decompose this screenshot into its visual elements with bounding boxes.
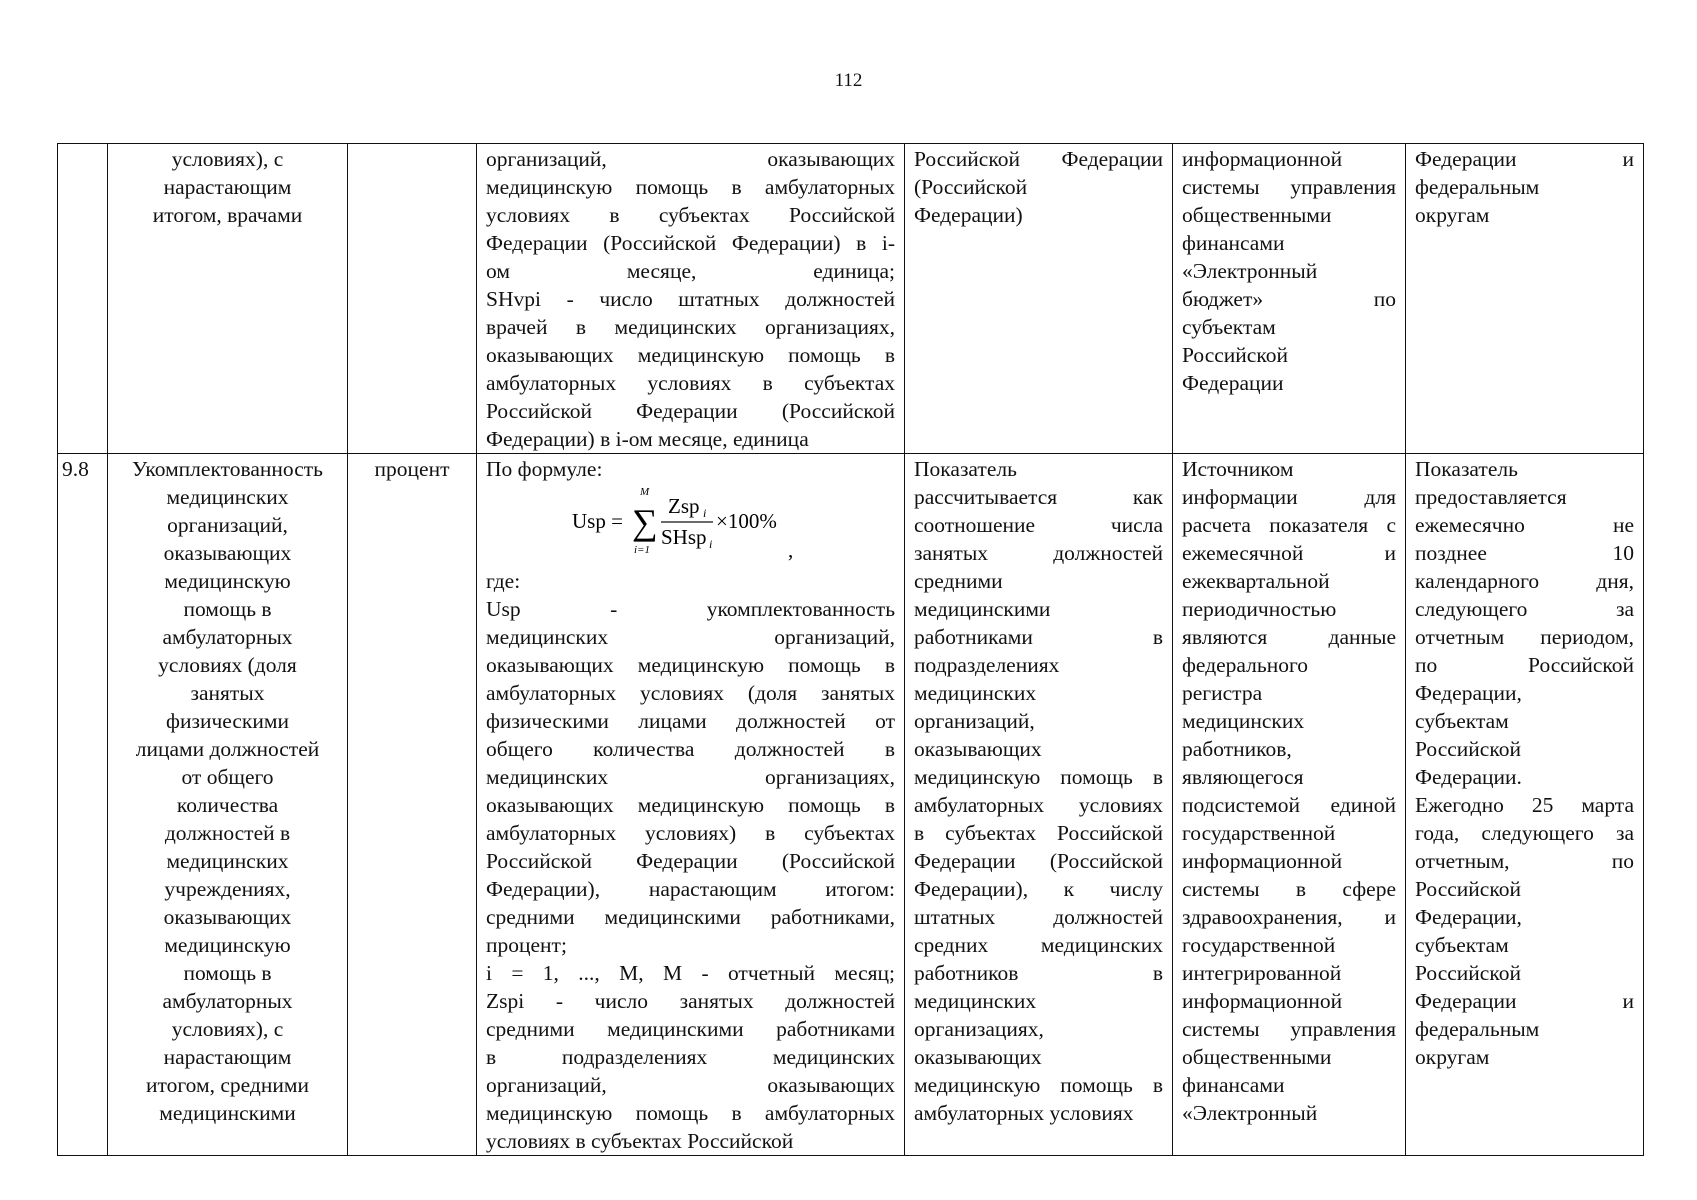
text-line: медицинскую помощь в [914, 1073, 1163, 1097]
text-line: медицинских [914, 681, 1037, 705]
text-line: Российской [1415, 961, 1521, 985]
text-line: работников в [914, 961, 1163, 985]
text-line: медицинскими [159, 1101, 296, 1125]
text-line: SHvpi - число штатных должностей [486, 287, 895, 311]
text-line: штатных должностей [914, 905, 1163, 929]
text-line: условиях в субъектах Российской [486, 1129, 794, 1153]
indicator-table [57, 143, 1644, 1156]
text-line: Федерации и [1415, 147, 1634, 171]
text-line: подсистемой единой [1182, 793, 1396, 817]
text-line: системы управления [1182, 175, 1396, 199]
cell-method [477, 454, 905, 1156]
text-line: в подразделениях медицинских [486, 1045, 895, 1069]
text-line: занятых должностей [914, 541, 1163, 565]
text-line: Федерации (Российской Федерации) в i- [486, 231, 895, 255]
text-line: позднее 10 [1415, 541, 1634, 565]
text-line: условиях), с [171, 147, 284, 171]
text-line: Показатель [914, 457, 1017, 481]
text-line: ежемесячной и [1182, 541, 1396, 565]
formula-sigma-icon: ∑ [632, 502, 658, 542]
text-line: врачей в медицинских организациях, [486, 315, 895, 339]
text-line: количества [176, 793, 279, 817]
cell-source [1173, 454, 1406, 1156]
text-line: здравоохранения, и [1182, 905, 1396, 929]
text-line: медицинскую помощь в амбулаторных [486, 175, 895, 199]
text-line: Ежегодно 25 марта [1415, 793, 1634, 817]
text-line: амбулаторных условиях [914, 793, 1163, 817]
text-line: условиях), с [171, 1017, 284, 1041]
cell-name [108, 454, 348, 1156]
text-line: общественными [1182, 1045, 1332, 1069]
text-line: (Российской [914, 175, 1028, 199]
text-line: медицинских [166, 849, 289, 873]
method-text [486, 567, 895, 1155]
text-line: средними [914, 569, 1003, 593]
cell-number-continued [58, 144, 108, 454]
text-line: медицинскую [164, 569, 291, 593]
text-line: календарного дня, [1415, 569, 1634, 593]
formula-usp [486, 483, 895, 567]
cell-source-continued [1173, 144, 1406, 454]
text-line: рассчитывается как [914, 485, 1163, 509]
text-line: занятых [190, 681, 265, 705]
text-line: организаций, [167, 513, 288, 537]
formula-graphic [572, 483, 832, 567]
text-line: амбулаторных условиях в субъектах [486, 371, 895, 395]
text-line: «Электронный [1182, 259, 1318, 283]
text-line: работников, [1182, 737, 1292, 761]
text-line: Федерации (Российской [914, 849, 1163, 873]
text-line: следующего за [1415, 597, 1634, 621]
text-line: средних медицинских [914, 933, 1163, 957]
text-line: медицинских [1182, 709, 1305, 733]
cell-unit-continued [348, 144, 477, 454]
text-line: «Электронный [1182, 1101, 1318, 1125]
text-line: где: [486, 569, 521, 593]
cell-period [1406, 454, 1644, 1156]
text-line: оказывающих медицинскую помощь в [486, 793, 895, 817]
text-line: информационной [1182, 147, 1343, 171]
text-line: Федерации, [1415, 681, 1522, 705]
text-line: нарастающим [163, 1045, 292, 1069]
text-line: медицинских организациях, [486, 765, 895, 789]
text-line: Показатель [1415, 457, 1518, 481]
text-line: субъектам [1182, 315, 1276, 339]
text-line: отчетным периодом, [1415, 625, 1634, 649]
text-line: федеральным [1415, 1017, 1540, 1041]
text-line: оказывающих [914, 737, 1042, 761]
text-line: Российской Федерации [914, 147, 1163, 171]
text-line: помощь в [183, 961, 272, 985]
text-line: организациях, [914, 1017, 1044, 1041]
text-line: нарастающим [163, 175, 292, 199]
text-line: условиях в субъектах Российской [486, 203, 895, 227]
text-line: средними медицинскими работниками [486, 1017, 895, 1041]
text-line: оказывающих [163, 905, 292, 929]
text-line: медицинскими [914, 597, 1051, 621]
text-line: расчета показателя с [1182, 513, 1396, 537]
cell-basis-continued [905, 144, 1173, 454]
text-line: медицинскую помощь в [914, 765, 1163, 789]
text-line: условиях (доля [158, 653, 297, 677]
text-line: государственной [1182, 933, 1336, 957]
text-line: амбулаторных [162, 989, 293, 1013]
text-line: округам [1415, 1045, 1490, 1069]
text-line: системы управления [1182, 1017, 1396, 1041]
text-line: являются данные [1182, 625, 1396, 649]
text-line: предоставляется [1415, 485, 1567, 509]
text-line: медицинскую [164, 933, 291, 957]
text-line: должностей в [164, 821, 291, 845]
text-line: Источником [1182, 457, 1294, 481]
cell-number: 9.8 [58, 454, 108, 1156]
text-line: федерального [1182, 653, 1308, 677]
text-line: интегрированной [1182, 961, 1342, 985]
text-line: информации для [1182, 485, 1396, 509]
text-line: в субъектах Российской [914, 821, 1163, 845]
text-line: субъектам [1415, 709, 1509, 733]
table-row-9-8 [58, 454, 1644, 1156]
text-line: общего количества должностей в [486, 737, 895, 761]
cell-name-continued [108, 144, 348, 454]
text-line: государственной [1182, 821, 1336, 845]
text-line: Укомплектованность [132, 457, 323, 481]
text-line: амбулаторных условиях (доля занятых [486, 681, 895, 705]
text-line: системы в сфере [1182, 877, 1396, 901]
text-line: информационной [1182, 849, 1343, 873]
text-line: Российской [1182, 343, 1288, 367]
text-line: амбулаторных [162, 625, 293, 649]
text-line: общественными [1182, 203, 1332, 227]
text-line: физическими [166, 709, 289, 733]
text-line: медицинских организаций, [486, 625, 895, 649]
text-line: итогом, врачами [152, 203, 303, 227]
text-line: помощь в [183, 597, 272, 621]
text-line: Российской Федерации (Российской [486, 399, 895, 423]
text-line: средними медицинскими работниками, [486, 905, 895, 929]
text-line: учреждениях, [164, 877, 291, 901]
text-line: Федерации), нарастающим итогом: [486, 877, 895, 901]
text-line: информационной [1182, 989, 1343, 1013]
text-line: являющегося [1182, 765, 1304, 789]
text-line: финансами [1182, 1073, 1285, 1097]
text-line: медицинских [914, 989, 1037, 1013]
text-line: Федерации) [914, 203, 1023, 227]
text-line: соотношение числа [914, 513, 1163, 537]
cell-basis [905, 454, 1173, 1156]
text-line: федеральным [1415, 175, 1540, 199]
formula-num-subscript: i [703, 506, 707, 520]
text-line: регистра [1182, 681, 1263, 705]
text-line: организаций, [914, 709, 1035, 733]
text-line: отчетным, по [1415, 849, 1634, 873]
text-line: Федерации. [1415, 765, 1522, 789]
text-line: ежеквартальной [1182, 569, 1330, 593]
formula-denominator: SHsp [661, 525, 707, 549]
text-line: Федерации), к числу [914, 877, 1163, 901]
formula-lhs: Usp = [572, 509, 623, 533]
text-line: амбулаторных условиях) в субъектах [486, 821, 895, 845]
text-line: Российской [1415, 737, 1521, 761]
text-line: организаций, оказывающих [486, 1073, 895, 1097]
text-line: года, следующего за [1415, 821, 1634, 845]
formula-sum-upper: M [640, 486, 650, 498]
text-line: ежемесячно не [1415, 513, 1634, 537]
text-line: от общего [181, 765, 274, 789]
table-row-continued [58, 144, 1644, 454]
text-line: Usp - укомплектованность [486, 597, 895, 621]
text-line: округам [1415, 203, 1490, 227]
text-line: итогом, средними [146, 1073, 309, 1097]
text-line: физическими лицами должностей от [486, 709, 895, 733]
method-intro: По формуле: [486, 457, 603, 481]
text-line: ом месяце, единица; [486, 259, 895, 283]
text-line: Российской [1415, 877, 1521, 901]
formula-numerator: Zsp [668, 494, 700, 518]
text-line: оказывающих медицинскую помощь в [486, 343, 895, 367]
text-line: лицами должностей [135, 737, 320, 761]
text-line: организаций, оказывающих [486, 147, 895, 171]
text-line: медицинскую помощь в амбулаторных [486, 1101, 895, 1125]
cell-period-continued [1406, 144, 1644, 454]
text-line: оказывающих [914, 1045, 1042, 1069]
formula-multiplier: ×100% [716, 509, 777, 533]
text-line: финансами [1182, 231, 1285, 255]
page-number: 112 [834, 70, 863, 91]
text-line: Федерации и [1415, 989, 1634, 1013]
text-line: бюджет» по [1182, 287, 1396, 311]
formula-sum-lower: i=1 [634, 544, 650, 556]
text-line: Федерации, [1415, 905, 1522, 929]
formula-trailing: , [788, 538, 794, 562]
text-line: периодичностью [1182, 597, 1337, 621]
text-line: оказывающих медицинскую помощь в [486, 653, 895, 677]
text-line: Zspi - число занятых должностей [486, 989, 895, 1013]
text-line: Федерации) в i-ом месяце, единица [486, 427, 809, 451]
formula-den-subscript: i [709, 537, 713, 551]
text-line: Российской Федерации (Российской [486, 849, 895, 873]
text-line: процент; [486, 933, 567, 957]
text-line: по Российской [1415, 653, 1634, 677]
text-line: оказывающих [163, 541, 292, 565]
cell-unit: процент [348, 454, 477, 1156]
cell-method-continued [477, 144, 905, 454]
text-line: подразделениях [914, 653, 1060, 677]
text-line: работниками в [914, 625, 1163, 649]
text-line: i = 1, ..., M, M - отчетный месяц; [486, 961, 895, 985]
text-line: амбулаторных условиях [914, 1101, 1134, 1125]
text-line: субъектам [1415, 933, 1509, 957]
text-line: медицинских [166, 485, 289, 509]
text-line: Федерации [1182, 371, 1284, 395]
